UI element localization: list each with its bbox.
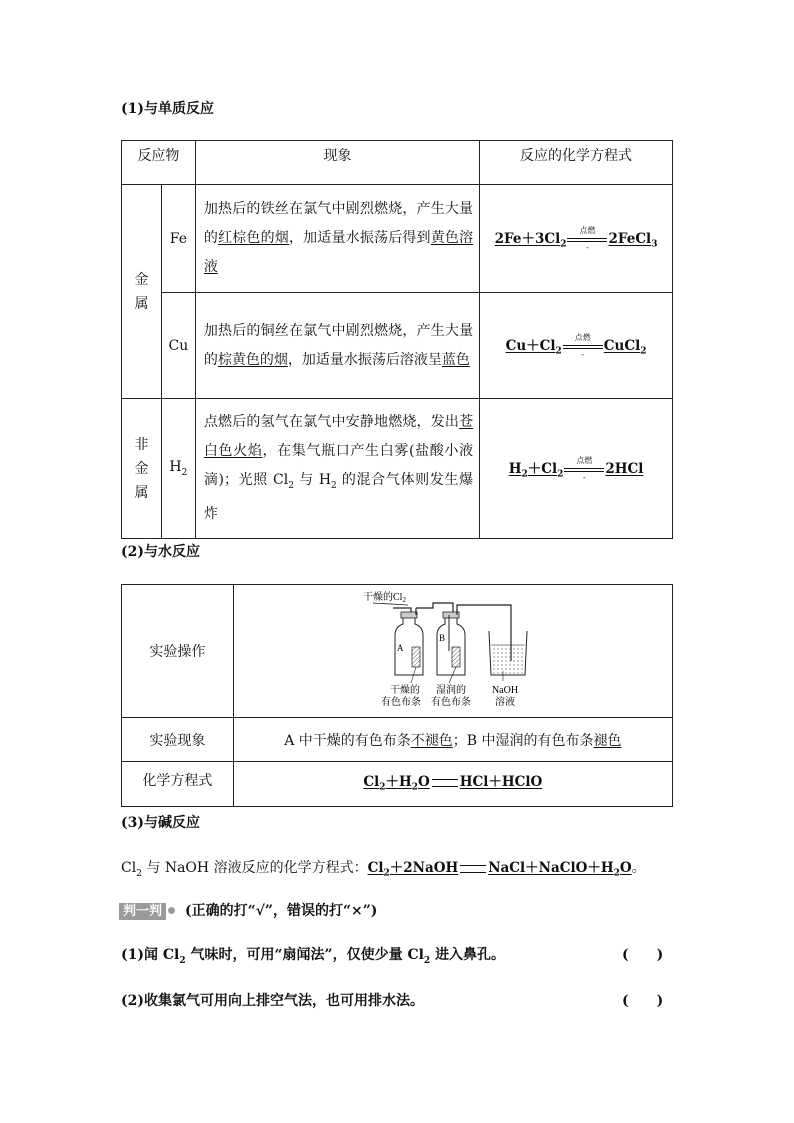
header-reactant: 反应物 <box>122 141 196 185</box>
reactant-h2: $H_2$ <box>161 399 195 539</box>
caption-b2: 有色布条 <box>430 697 471 708</box>
naoh-solution <box>491 645 525 675</box>
reactant-cu: Cu <box>161 293 195 399</box>
section2-title: (2)与水反应 <box>121 544 200 560</box>
section3-title: (3)与碱反应 <box>121 815 200 831</box>
op-label: 实验操作 <box>122 585 234 718</box>
badge-dot-icon <box>168 907 175 914</box>
equation-fe: $2Fe+3Cl_2$ 点燃 - 2FeCl$_3$ <box>480 185 673 293</box>
judge-header: 判一判 (正确的打“√”，错误的打“×”) <box>119 900 377 920</box>
equation-h2: $H_2+Cl_2$ 点燃 - 2HCl <box>480 399 673 539</box>
header-equation: 反应的化学方程式 <box>480 141 673 185</box>
judge-badge: 判一判 <box>119 903 166 920</box>
water-equation: $Cl_2+H_2O$ HCl＋HClO <box>233 762 672 807</box>
group-nonmetal <box>122 399 162 539</box>
reaction-table <box>121 140 673 539</box>
bottle-b-label: B <box>438 633 445 643</box>
cloth-a <box>412 647 420 667</box>
cloth-b <box>452 647 460 667</box>
phenomenon-fe: 加热后的铁丝在氯气中剧烈燃烧，产生大量的红棕色的烟，加适量水振荡后得到黄色溶液 <box>195 185 479 293</box>
section1-title: (1)与单质反应 <box>121 101 214 117</box>
alkali-equation: $Cl_2+2NaOH$ $NaCl+NaClO+H_2O$ <box>367 860 632 879</box>
caption-a2: 有色布条 <box>380 697 421 708</box>
apparatus-cell <box>233 585 672 718</box>
answer-bracket-2[interactable]: ( ) <box>622 993 664 1009</box>
caption-a1: 干燥的 <box>389 685 420 696</box>
alkali-line: $Cl_2$ 与 NaOH 溶液反应的化学方程式：$Cl_2+2NaOH$ $NaCl+NaClO+H_2O$。 <box>121 860 646 879</box>
caption-c2: 溶液 <box>494 697 515 708</box>
question-2: (2)收集氯气可用向上排空气法，也可用排水法。 <box>121 993 424 1009</box>
phen-text: A 中干燥的有色布条不褪色；B 中湿润的有色布条褪色 <box>233 718 672 762</box>
equation-cu: $Cu+Cl_2$ 点燃 - CuCl$_2$ <box>480 293 673 399</box>
condition-mark: 点燃 - <box>567 233 607 247</box>
gas-label: 干燥的$Cl_2$ <box>362 592 406 604</box>
group-nonmetal-label: 非金属 <box>134 436 149 501</box>
question-1: (1)闻 $Cl_2$ 气味时，可用“扇闻法”，仅使少量 $Cl_2$ 进入鼻孔。 <box>121 947 506 966</box>
bottle-a-stopper <box>401 612 417 618</box>
phenomenon-cu: 加热后的铜丝在氯气中剧烈燃烧，产生大量的棕黄色的烟，加适量水振荡后溶液呈蓝色 <box>195 293 479 399</box>
group-metal <box>122 185 162 399</box>
condition-mark: 点燃 - <box>563 340 603 354</box>
phen-label: 实验现象 <box>122 718 234 762</box>
group-metal-label: 金属 <box>134 271 149 312</box>
condition-mark: 点燃 - <box>564 463 604 477</box>
apparatus-diagram <box>353 591 553 711</box>
caption-b1: 湿润的 <box>435 685 466 696</box>
phenomenon-h2: 点燃后的氢气在氯气中安静地燃烧，发出苍白色火焰，在集气瓶口产生白雾(盐酸小液滴)；光照 $Cl_2$ 与 $H_2$ 的混合气体则发生爆炸 <box>195 399 479 539</box>
caption-c1: NaOH <box>491 685 518 696</box>
bottle-b <box>437 617 465 675</box>
answer-bracket-1[interactable]: ( ) <box>622 947 664 963</box>
reactant-fe: Fe <box>161 185 195 293</box>
eq-label: 化学方程式 <box>122 762 234 807</box>
bottle-a-label: A <box>396 643 404 653</box>
water-reaction-table <box>121 584 673 807</box>
header-phenomenon: 现象 <box>195 141 479 185</box>
